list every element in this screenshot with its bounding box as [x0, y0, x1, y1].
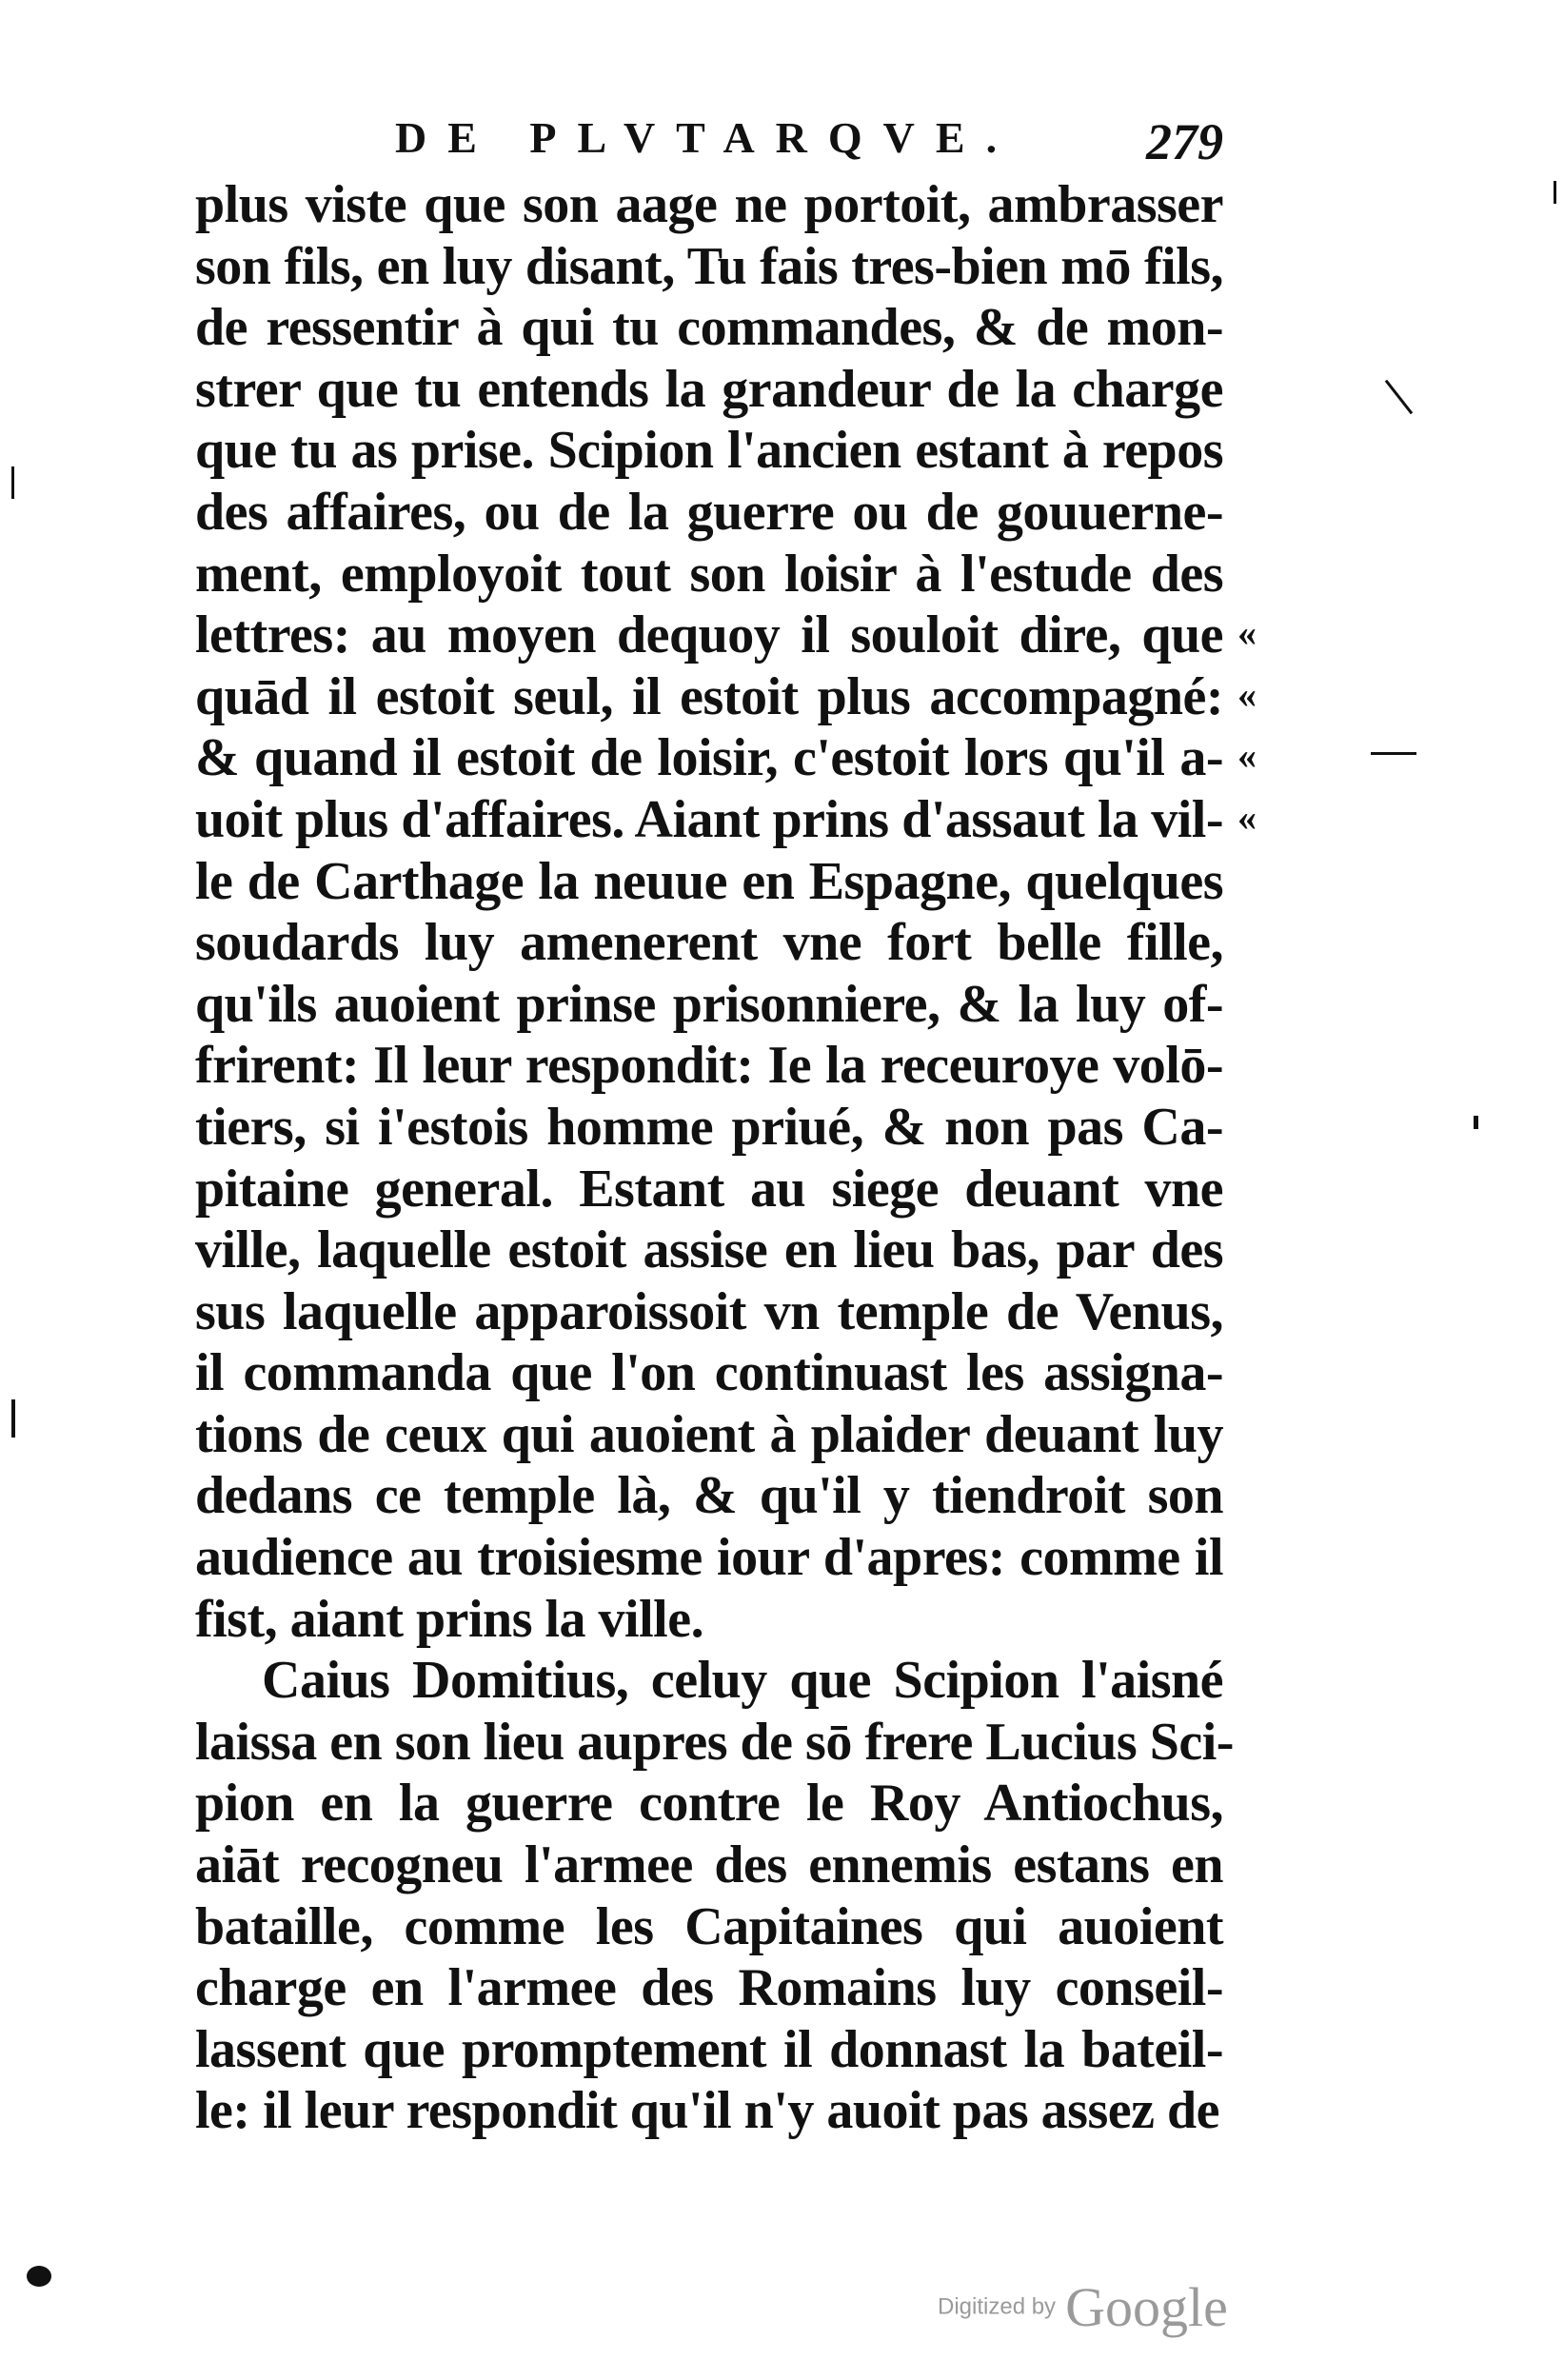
scan-mark — [1474, 1116, 1478, 1129]
text-line: frirent: Il leur respondit: Ie la receuroye volō- — [195, 1036, 1223, 1096]
text-line: aiāt recogneu l'armee des ennemis estans en — [195, 1835, 1223, 1895]
digitized-by-text: Digitized by — [938, 2293, 1057, 2320]
text-line: charge en l'armee des Romains luy conseil- — [195, 1958, 1223, 2018]
text-line: sus laquelle apparoissoit vn temple de Venus, — [195, 1281, 1223, 1341]
text-line: ment, employoit tout son loisir à l'estude des — [195, 544, 1223, 604]
text-line: ville, laquelle estoit assise en lieu bas, par des — [195, 1220, 1223, 1280]
scan-mark — [1371, 752, 1416, 755]
text-line: & quand il estoit de loisir, c'estoit lors qu'il a- — [195, 728, 1223, 788]
text-line: son fils, en luy disant, Tu fais tres-bien mō fils, — [195, 236, 1223, 296]
running-head: DE PLVTARQVE. — [395, 113, 1019, 162]
margin-quote-mark: « — [1237, 734, 1257, 778]
text-line: strer que tu entends la grandeur de la charge — [195, 359, 1223, 419]
text-line: le de Carthage la neuue en Espagne, quelques — [195, 851, 1223, 911]
text-line: audience au troisiesme iour d'apres: comme il — [195, 1528, 1223, 1588]
text-line: tions de ceux qui auoient à plaider deuant luy — [195, 1404, 1223, 1464]
text-line: il commanda que l'on continuast les assigna- — [195, 1343, 1223, 1403]
text-line: quād il estoit seul, il estoit plus accompagné: — [195, 666, 1223, 726]
margin-quote-mark: « — [1237, 672, 1257, 716]
text-line: Caius Domitius, celuy que Scipion l'aisné — [262, 1651, 1223, 1711]
body-text — [195, 174, 1234, 2142]
scan-mark — [11, 1399, 15, 1438]
text-line: uoit plus d'affaires. Aiant prins d'assaut la vil- — [195, 789, 1223, 849]
scan-mark — [1385, 380, 1413, 415]
scan-mark — [11, 466, 14, 499]
digitized-by-watermark — [938, 2275, 1228, 2339]
scan-mark — [27, 2266, 51, 2287]
text-line: plus viste que son aage ne portoit, ambrasser — [195, 175, 1223, 234]
page-header — [195, 112, 1223, 179]
text-line: soudards luy amenerent vne fort belle fille, — [195, 913, 1223, 973]
text-line: que tu as prise. Scipion l'ancien estant à repos — [195, 421, 1223, 481]
margin-quote-mark: « — [1237, 611, 1257, 655]
scan-mark — [1554, 181, 1556, 204]
page-number: 279 — [1146, 113, 1223, 170]
text-line: bataille, comme les Capitaines qui auoient — [195, 1896, 1223, 1956]
google-logo: Google — [1065, 2276, 1228, 2338]
text-line: pion en la guerre contre le Roy Antiochus, — [195, 1774, 1223, 1834]
text-line: fist, aiant prins la ville. — [195, 1589, 704, 1649]
text-line: tiers, si i'estois homme priué, & non pas Ca- — [195, 1097, 1223, 1157]
text-line: des affaires, ou de la guerre ou de gouuerne- — [195, 482, 1223, 542]
text-line: lassent que promptement il donnast la bateil- — [195, 2019, 1223, 2079]
text-line: le: il leur respondit qu'il n'y auoit pas assez de — [195, 2081, 1219, 2141]
text-line: lettres: au moyen dequoy il souloit dire, que — [195, 605, 1223, 665]
text-line: de ressentir à qui tu commandes, & de mon- — [195, 298, 1223, 358]
text-line: laissa en son lieu aupres de sō frere Lucius Sci- — [195, 1712, 1234, 1772]
text-line: pitaine general. Estant au siege deuant vne — [195, 1159, 1223, 1219]
margin-quote-mark: « — [1237, 796, 1257, 839]
text-line: qu'ils auoient prinse prisonniere, & la luy of- — [195, 974, 1223, 1034]
text-line: dedans ce temple là, & qu'il y tiendroit son — [195, 1466, 1223, 1526]
